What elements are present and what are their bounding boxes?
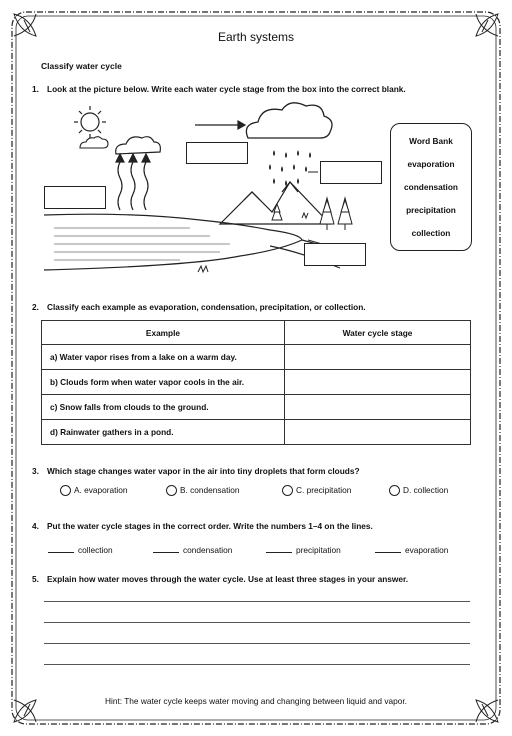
option-b[interactable] — [166, 485, 240, 496]
writing-line[interactable] — [44, 601, 470, 602]
stage-answer-cell[interactable] — [285, 345, 471, 370]
arrow-right-icon — [195, 121, 245, 129]
question-2-number: 2. — [32, 302, 39, 312]
order-blank-line[interactable] — [375, 552, 401, 553]
hint-text: Hint: The water cycle keeps water moving and changing between liquid and vapor. — [105, 696, 407, 706]
order-item — [375, 545, 448, 555]
order-item-label: condensation — [183, 545, 233, 555]
option-label: A. evaporation — [74, 485, 128, 495]
small-cloud-icon — [80, 137, 108, 148]
diagram-blank-precipitation[interactable] — [320, 161, 382, 184]
question-1-text: Look at the picture below. Write each water cycle stage from the box into the correct blank. — [47, 84, 406, 94]
question-5-text: Explain how water moves through the water cycle. Use at least three stages in your answer. — [47, 574, 409, 584]
writing-line[interactable] — [44, 643, 470, 644]
example-cell: a) Water vapor rises from a lake on a warm day. — [42, 345, 285, 370]
stage-answer-cell[interactable] — [285, 420, 471, 445]
order-blank-line[interactable] — [266, 552, 292, 553]
classification-table — [41, 320, 471, 445]
evaporation-arrows-icon — [116, 154, 150, 210]
example-cell: c) Snow falls from clouds to the ground. — [42, 395, 285, 420]
question-1-number: 1. — [32, 84, 39, 94]
question-5-number: 5. — [32, 574, 39, 584]
word-bank-word: collection — [411, 228, 451, 238]
example-cell: d) Rainwater gathers in a pond. — [42, 420, 285, 445]
order-item — [153, 545, 232, 555]
writing-line[interactable] — [44, 664, 470, 665]
page-title: Earth systems — [217, 30, 295, 44]
option-d[interactable] — [389, 485, 448, 496]
option-label: B. condensation — [180, 485, 240, 495]
page-subtitle: Classify water cycle — [41, 61, 122, 71]
question-2 — [32, 302, 366, 312]
radio-circle-icon[interactable] — [389, 485, 400, 496]
question-1 — [32, 84, 406, 94]
radio-circle-icon[interactable] — [166, 485, 177, 496]
word-bank-word: precipitation — [406, 205, 456, 215]
order-blank-line[interactable] — [48, 552, 74, 553]
stage-answer-cell[interactable] — [285, 370, 471, 395]
word-bank-word: condensation — [404, 182, 458, 192]
question-2-text: Classify each example as evaporation, condensation, precipitation, or collection. — [47, 302, 366, 312]
table-row — [42, 370, 471, 395]
order-item-label: evaporation — [405, 545, 449, 555]
order-item — [48, 545, 113, 555]
order-blank-line[interactable] — [153, 552, 179, 553]
diagram-blank-collection[interactable] — [304, 243, 366, 266]
option-c[interactable] — [282, 485, 351, 496]
question-3-number: 3. — [32, 466, 39, 476]
table-header-row — [42, 321, 471, 345]
table-header-stage: Water cycle stage — [285, 321, 471, 345]
question-3 — [32, 466, 360, 476]
word-bank-title: Word Bank — [409, 136, 453, 146]
diagram-blank-condensation[interactable] — [186, 142, 248, 164]
question-3-text: Which stage changes water vapor in the air into tiny droplets that form clouds? — [47, 466, 360, 476]
word-bank-word: evaporation — [407, 159, 455, 169]
table-row — [42, 345, 471, 370]
order-item-label: precipitation — [296, 545, 341, 555]
diagram-blank-evaporation[interactable] — [44, 186, 106, 209]
rain-cloud-icon — [246, 103, 332, 138]
question-4-text: Put the water cycle stages in the correct order. Write the numbers 1–4 on the lines. — [47, 521, 373, 531]
sun-icon — [74, 106, 106, 138]
raindrops-icon — [269, 150, 311, 186]
question-5 — [32, 574, 408, 584]
stage-answer-cell[interactable] — [285, 395, 471, 420]
table-row — [42, 420, 471, 445]
question-4 — [32, 521, 373, 531]
order-item — [266, 545, 341, 555]
option-label: D. collection — [403, 485, 449, 495]
word-bank — [390, 123, 472, 251]
cloud-icon — [116, 137, 161, 154]
radio-circle-icon[interactable] — [282, 485, 293, 496]
example-cell: b) Clouds form when water vapor cools in the air. — [42, 370, 285, 395]
table-header-example: Example — [42, 321, 285, 345]
option-a[interactable] — [60, 485, 128, 496]
option-label: C. precipitation — [296, 485, 352, 495]
order-item-label: collection — [78, 545, 113, 555]
table-row — [42, 395, 471, 420]
radio-circle-icon[interactable] — [60, 485, 71, 496]
writing-line[interactable] — [44, 622, 470, 623]
question-4-number: 4. — [32, 521, 39, 531]
